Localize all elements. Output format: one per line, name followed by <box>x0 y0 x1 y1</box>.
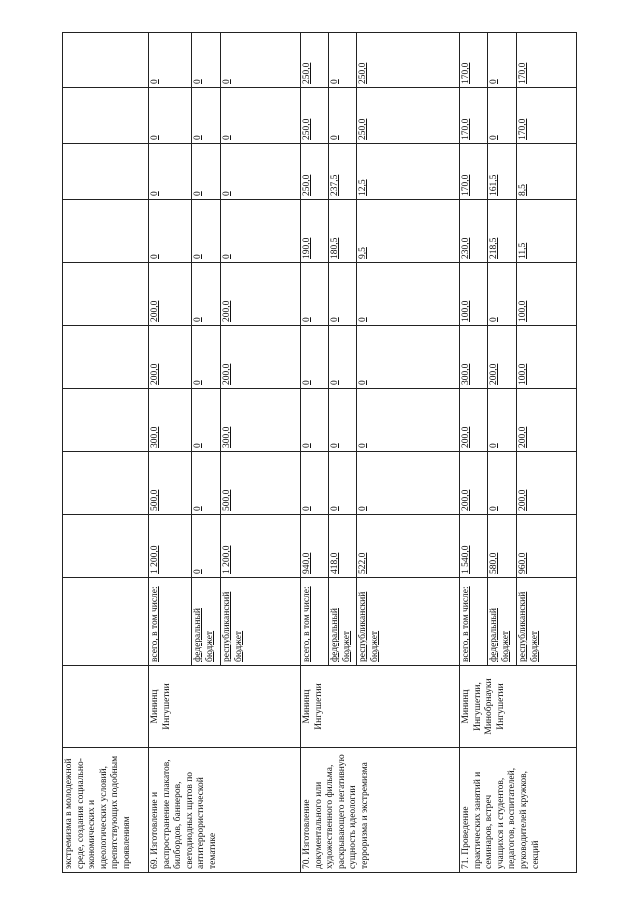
amount-cell: 0 <box>192 33 221 88</box>
amount-cell: 300,0 <box>221 389 301 452</box>
event-cell: 70. Изготовление документального или художественного фильма, раскрывающего негативную сущность идеологии терроризма и экстремизма <box>301 748 460 873</box>
amount-cell: 0 <box>301 326 329 389</box>
amount-cell: 200,0 <box>149 326 192 389</box>
amount-cell: 200,0 <box>149 263 192 326</box>
table-row <box>149 33 192 873</box>
amount-cell: 0 <box>192 88 221 144</box>
amount-cell <box>63 144 149 200</box>
amount-cell: 200,0 <box>488 326 517 389</box>
amount-cell: 0 <box>488 389 517 452</box>
amount-cell: 8,5 <box>517 144 577 200</box>
amount-cell: 0 <box>221 33 301 88</box>
amount-cell: 0 <box>488 263 517 326</box>
amount-cell <box>63 33 149 88</box>
amount-cell: 230,0 <box>460 200 488 263</box>
amount-cell <box>63 389 149 452</box>
funding-source-cell: республиканский бюджет <box>221 578 301 666</box>
funding-source-cell: федеральный бюджет <box>488 578 517 666</box>
amount-cell: 200,0 <box>460 389 488 452</box>
amount-cell: 580,0 <box>488 515 517 578</box>
amount-cell <box>63 452 149 515</box>
amount-cell: 200,0 <box>460 452 488 515</box>
amount-cell: 500,0 <box>149 452 192 515</box>
table-row <box>460 33 488 873</box>
amount-cell: 0 <box>192 389 221 452</box>
funding-source-cell: республиканский бюджет <box>357 578 460 666</box>
amount-cell: 0 <box>301 263 329 326</box>
amount-cell <box>63 263 149 326</box>
amount-cell: 0 <box>149 200 192 263</box>
amount-cell: 960,0 <box>517 515 577 578</box>
amount-cell: 940,0 <box>301 515 329 578</box>
funding-source-cell: всего, в том числе: <box>301 578 329 666</box>
amount-cell <box>63 200 149 263</box>
amount-cell: 100,0 <box>517 326 577 389</box>
rotated-page <box>62 33 576 873</box>
amount-cell: 170,0 <box>517 33 577 88</box>
executor-cell: Мининц Ингушетии, Минобрнауки Ингушетии <box>460 666 577 748</box>
executor-cell <box>63 666 149 748</box>
amount-cell: 0 <box>329 88 357 144</box>
amount-cell: 0 <box>488 88 517 144</box>
amount-cell: 170,0 <box>460 88 488 144</box>
table-row <box>301 33 329 873</box>
amount-cell: 0 <box>329 263 357 326</box>
amount-cell: 0 <box>301 452 329 515</box>
table-body <box>63 33 577 873</box>
amount-cell: 11,5 <box>517 200 577 263</box>
funding-source-cell: федеральный бюджет <box>192 578 221 666</box>
amount-cell: 300,0 <box>460 326 488 389</box>
amount-cell: 180,5 <box>329 200 357 263</box>
amount-cell <box>63 515 149 578</box>
amount-cell: 1 200,0 <box>149 515 192 578</box>
amount-cell: 200,0 <box>517 452 577 515</box>
amount-cell: 0 <box>329 452 357 515</box>
amount-cell: 0 <box>357 389 460 452</box>
amount-cell: 1 540,0 <box>460 515 488 578</box>
amount-cell: 250,0 <box>357 88 460 144</box>
amount-cell: 250,0 <box>357 33 460 88</box>
amount-cell: 100,0 <box>460 263 488 326</box>
amount-cell: 300,0 <box>149 389 192 452</box>
amount-cell: 161,5 <box>488 144 517 200</box>
amount-cell: 500,0 <box>221 452 301 515</box>
event-cell: 71. Проведение практических занятий и семинаров, встреч учащихся и студентов, педагогов, воспитателей, руководителей кружков, секций <box>460 748 577 873</box>
amount-cell: 100,0 <box>517 263 577 326</box>
amount-cell: 0 <box>192 144 221 200</box>
amount-cell: 0 <box>149 88 192 144</box>
executor-cell: Мининц Ингушетии <box>301 666 460 748</box>
amount-cell: 0 <box>301 389 329 452</box>
table-row <box>63 33 149 873</box>
amount-cell: 237,5 <box>329 144 357 200</box>
funding-source-cell: федеральный бюджет <box>329 578 357 666</box>
amount-cell: 250,0 <box>301 144 329 200</box>
amount-cell: 0 <box>357 326 460 389</box>
amount-cell: 250,0 <box>301 33 329 88</box>
amount-cell: 0 <box>192 263 221 326</box>
amount-cell: 0 <box>329 389 357 452</box>
amount-cell: 9,5 <box>357 200 460 263</box>
amount-cell: 522,0 <box>357 515 460 578</box>
amount-cell: 200,0 <box>517 389 577 452</box>
amount-cell: 218,5 <box>488 200 517 263</box>
amount-cell: 170,0 <box>460 33 488 88</box>
executor-cell: Мининц Ингушетии <box>149 666 301 748</box>
amount-cell: 0 <box>149 144 192 200</box>
amount-cell: 0 <box>192 200 221 263</box>
funding-source-cell: всего, в том числе: <box>460 578 488 666</box>
amount-cell: 12,5 <box>357 144 460 200</box>
amount-cell: 0 <box>357 452 460 515</box>
amount-cell: 0 <box>192 452 221 515</box>
amount-cell <box>63 326 149 389</box>
amount-cell: 0 <box>192 326 221 389</box>
event-cell: 69. Изготовление и распространение плакатов, билбордов, баннеров, светодиодных щитов по антитеррористической тематике <box>149 748 301 873</box>
amount-cell: 250,0 <box>301 88 329 144</box>
amount-cell: 170,0 <box>517 88 577 144</box>
amount-cell: 190,0 <box>301 200 329 263</box>
amount-cell: 0 <box>329 33 357 88</box>
amount-cell: 418,0 <box>329 515 357 578</box>
amount-cell: 0 <box>221 88 301 144</box>
amount-cell: 200,0 <box>221 326 301 389</box>
funding-source-cell: всего, в том числе: <box>149 578 192 666</box>
funding-source-cell <box>63 578 149 666</box>
amount-cell: 200,0 <box>221 263 301 326</box>
program-funding-table <box>62 32 577 873</box>
amount-cell: 0 <box>221 200 301 263</box>
amount-cell: 0 <box>149 33 192 88</box>
amount-cell <box>63 88 149 144</box>
amount-cell: 0 <box>192 515 221 578</box>
amount-cell: 0 <box>488 452 517 515</box>
amount-cell: 0 <box>488 33 517 88</box>
amount-cell: 0 <box>357 263 460 326</box>
amount-cell: 0 <box>329 326 357 389</box>
funding-source-cell: республиканский бюджет <box>517 578 577 666</box>
amount-cell: 170,0 <box>460 144 488 200</box>
amount-cell: 1 200,0 <box>221 515 301 578</box>
amount-cell: 0 <box>221 144 301 200</box>
event-cell: экстремизма в молодежной среде, создания социально-экономических и идеологических условий, препятствующих подобным проявлениям <box>63 748 149 873</box>
